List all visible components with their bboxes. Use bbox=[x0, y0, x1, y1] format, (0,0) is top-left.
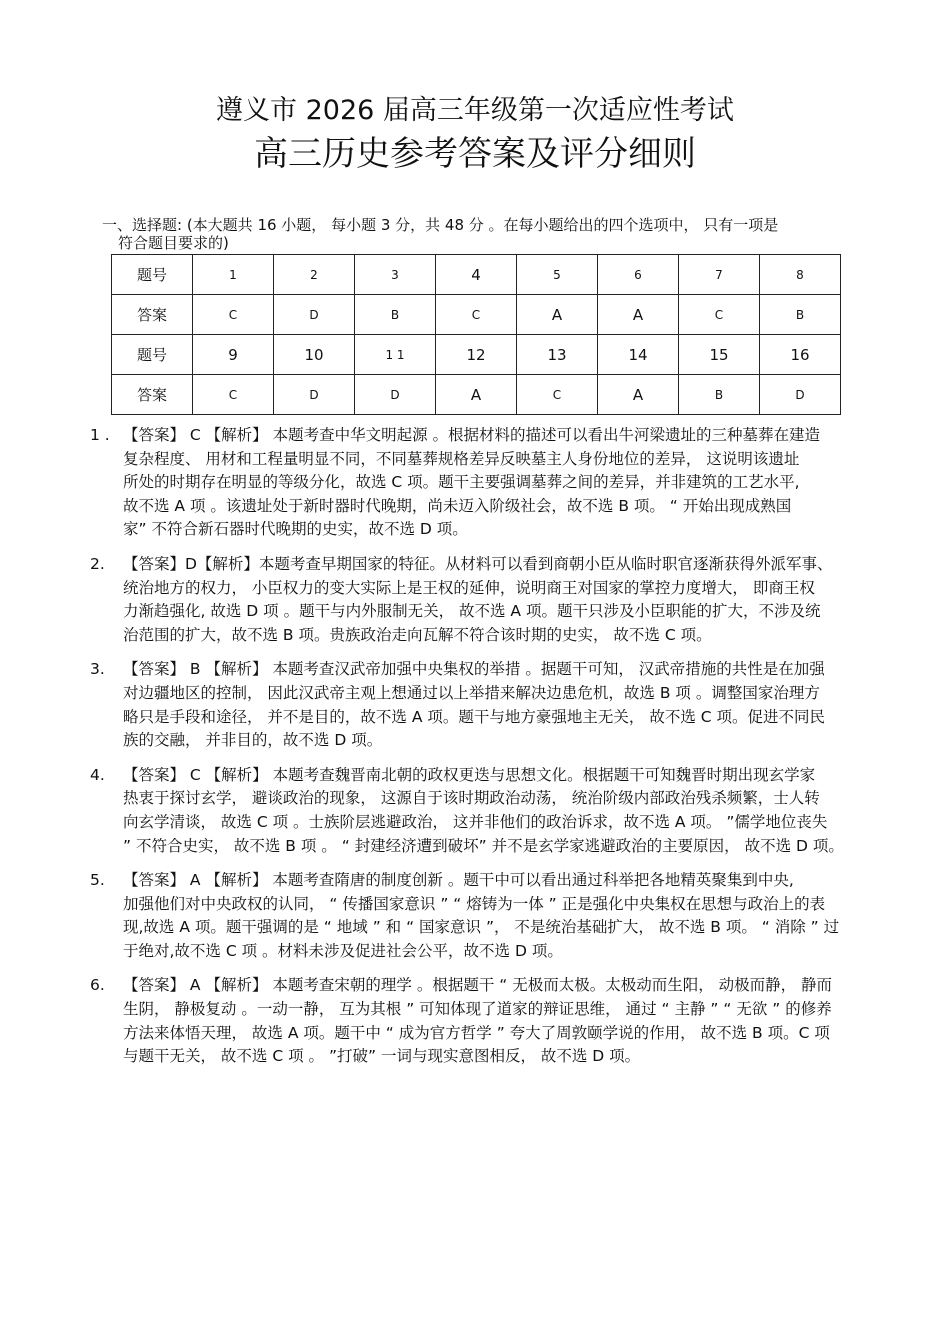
table-cell: 14 bbox=[598, 335, 679, 375]
table-cell: B bbox=[679, 375, 760, 415]
item-line: 生阴， 静极复动 。一动一静， 互为其根 ” 可知体现了道家的辩证思维， 通过 “ 主静 ” “ 无欲 ” 的修养 bbox=[123, 1000, 832, 1019]
table-cell: D bbox=[274, 375, 355, 415]
explanation-item bbox=[90, 424, 880, 542]
explanation-item bbox=[90, 658, 880, 752]
row-header-cell: 答案 bbox=[112, 375, 193, 415]
table-cell: D bbox=[355, 375, 436, 415]
table-cell: 4 bbox=[436, 255, 517, 295]
row-header-cell: 题号 bbox=[112, 335, 193, 375]
table-cell: C bbox=[517, 375, 598, 415]
table-cell: A bbox=[598, 375, 679, 415]
item-line: 热衷于探讨玄学， 避谈政治的现象， 这源自于该时期政治动荡， 统治阶级内部政治残杀频繁，士人转 bbox=[123, 789, 820, 808]
answer-table bbox=[111, 254, 841, 415]
item-line: ” 不符合史实， 故不选 B 项 。 “ 封建经济遭到破坏” 并不是玄学家逃避政治的主要原因， 故不选 D 项。 bbox=[123, 836, 844, 855]
table-cell: 16 bbox=[760, 335, 841, 375]
table-cell: 13 bbox=[517, 335, 598, 375]
table-cell: B bbox=[760, 295, 841, 335]
item-line: 【答案】D【解析】本题考查早期国家的特征。从材料可以看到商朝小臣从临时职官逐渐获得外派军事、 bbox=[123, 554, 833, 573]
item-line: 族的交融， 并非目的，故不选 D 项。 bbox=[123, 731, 383, 750]
item-line: 与题干无关， 故不选 C 项 。 ”打破” 一词与现实意图相反， 故不选 D 项。 bbox=[123, 1047, 641, 1066]
item-number: 1 . bbox=[90, 426, 110, 444]
table-row bbox=[112, 375, 841, 415]
explanation-item bbox=[90, 869, 880, 963]
table-cell: C bbox=[679, 295, 760, 335]
table-cell: 7 bbox=[679, 255, 760, 295]
table-cell: 1 bbox=[193, 255, 274, 295]
table-cell: C bbox=[436, 295, 517, 335]
item-line: 统治地方的权力， 小臣权力的变大实际上是王权的延伸，说明商王对国家的掌控力度增大， 即商王权 bbox=[123, 578, 815, 597]
item-line: 复杂程度、 用材和工程量明显不同，不同墓葬规格差异反映墓主人身份地位的差异， 这说明该遗址 bbox=[123, 449, 800, 468]
item-line: 向玄学清谈， 故选 C 项 。士族阶层逃避政治， 这并非他们的政治诉求，故不选 A 项。 ”儒学地位丧失 bbox=[123, 812, 828, 831]
table-cell: C bbox=[193, 375, 274, 415]
item-line: 【答案】 A 【解析】 本题考查隋唐的制度创新 。题干中可以看出通过科举把各地精英聚集到中央, bbox=[123, 871, 794, 890]
item-number: 2. bbox=[90, 554, 105, 573]
table-cell: 6 bbox=[598, 255, 679, 295]
item-line: 【答案】 A 【解析】 本题考查宋朝的理学 。根据题干 “ 无极而太极。太极动而生阳， 动极而静， 静而 bbox=[123, 976, 833, 995]
table-cell: 3 bbox=[355, 255, 436, 295]
table-cell: 15 bbox=[679, 335, 760, 375]
table-cell: D bbox=[760, 375, 841, 415]
table-row bbox=[112, 295, 841, 335]
item-line: 家” 不符合新石器时代晚期的史实，故不选 D 项。 bbox=[123, 520, 468, 539]
table-cell: 8 bbox=[760, 255, 841, 295]
table-cell: 2 bbox=[274, 255, 355, 295]
item-line: 方法来体悟天理， 故选 A 项。题干中 “ 成为官方哲学 ” 夸大了周敦颐学说的作用， 故不选 B 项。C 项 bbox=[123, 1023, 830, 1042]
table-cell: 1 1 bbox=[355, 335, 436, 375]
table-row bbox=[112, 335, 841, 375]
item-line: 对边疆地区的控制， 因此汉武帝主观上想通过以上举措来解决边患危机，故选 B 项 。调整国家治理方 bbox=[123, 683, 820, 702]
document-title: 遵义市 2026 届高三年级第一次适应性考试 bbox=[216, 95, 734, 126]
table-cell: A bbox=[517, 295, 598, 335]
row-header-cell: 答案 bbox=[112, 295, 193, 335]
section-line: 符合题目要求的) bbox=[118, 234, 229, 252]
explanation-item bbox=[90, 764, 880, 858]
item-line: 力渐趋强化, 故选 D 项 。题干与内外服制无关， 故不选 A 项。题干只涉及小臣职能的扩大，不涉及统 bbox=[123, 602, 821, 621]
section-line: 一、选择题: (本大题共 16 小题， 每小题 3 分，共 48 分 。在每小题给出的四个选项中， 只有一项是 bbox=[102, 216, 779, 234]
item-line: 【答案】 C 【解析】 本题考查魏晋南北朝的政权更迭与思想文化。根据题干可知魏晋时期出现玄学家 bbox=[123, 765, 816, 784]
table-cell: A bbox=[598, 295, 679, 335]
item-number: 6. bbox=[90, 976, 105, 995]
item-line: 略只是手段和途径， 并不是目的，故不选 A 项。题干与地方豪强地主无关， 故不选 C 项。促进不同民 bbox=[123, 707, 825, 726]
item-line: 加强他们对中央政权的认同， “ 传播国家意识 ” “ 熔铸为一体 ” 正是强化中央集权在思想与政治上的表 bbox=[123, 894, 826, 913]
table-cell: D bbox=[274, 295, 355, 335]
item-line: 【答案】 B 【解析】 本题考查汉武帝加强中央集权的举措 。据题干可知， 汉武帝措施的共性是在加强 bbox=[123, 660, 825, 679]
document-subtitle: 高三历史参考答案及评分细则 bbox=[254, 134, 696, 174]
item-line: 【答案】 C 【解析】 本题考查中华文明起源 。根据材料的描述可以看出牛河梁遗址的三种墓葬在建造 bbox=[123, 426, 821, 444]
item-line: 故不选 A 项 。该遗址处于新时器时代晚期，尚未迈入阶级社会，故不选 B 项。 “ 开始出现成熟国 bbox=[123, 496, 792, 515]
explanation-item bbox=[90, 974, 880, 1068]
section-heading bbox=[102, 216, 862, 252]
table-cell: C bbox=[193, 295, 274, 335]
item-number: 3. bbox=[90, 660, 105, 679]
table-cell: B bbox=[355, 295, 436, 335]
item-number: 4. bbox=[90, 765, 105, 784]
table-cell: 9 bbox=[193, 335, 274, 375]
item-number: 5. bbox=[90, 871, 105, 890]
table-cell: A bbox=[436, 375, 517, 415]
item-line: 所处的时期存在明显的等级分化，故选 C 项。题干主要强调墓葬之间的差异，并非建筑的工艺水平, bbox=[123, 473, 800, 492]
table-cell: 12 bbox=[436, 335, 517, 375]
table-cell: 5 bbox=[517, 255, 598, 295]
table-row bbox=[112, 255, 841, 295]
item-line: 现,故选 A 项。题干强调的是 “ 地域 ” 和 “ 国家意识 ”， 不是统治基础扩大， 故不选 B 项。 “ 消除 ” 过 bbox=[123, 918, 840, 937]
explanation-item bbox=[90, 553, 880, 647]
item-line: 治范围的扩大，故不选 B 项。贵族政治走向瓦解不符合该时期的史实， 故不选 C 项。 bbox=[123, 625, 712, 644]
row-header-cell: 题号 bbox=[112, 255, 193, 295]
table-cell: 10 bbox=[274, 335, 355, 375]
item-line: 于绝对,故不选 C 项 。材料未涉及促进社会公平，故不选 D 项。 bbox=[123, 941, 563, 960]
explanation-list bbox=[90, 424, 880, 1080]
